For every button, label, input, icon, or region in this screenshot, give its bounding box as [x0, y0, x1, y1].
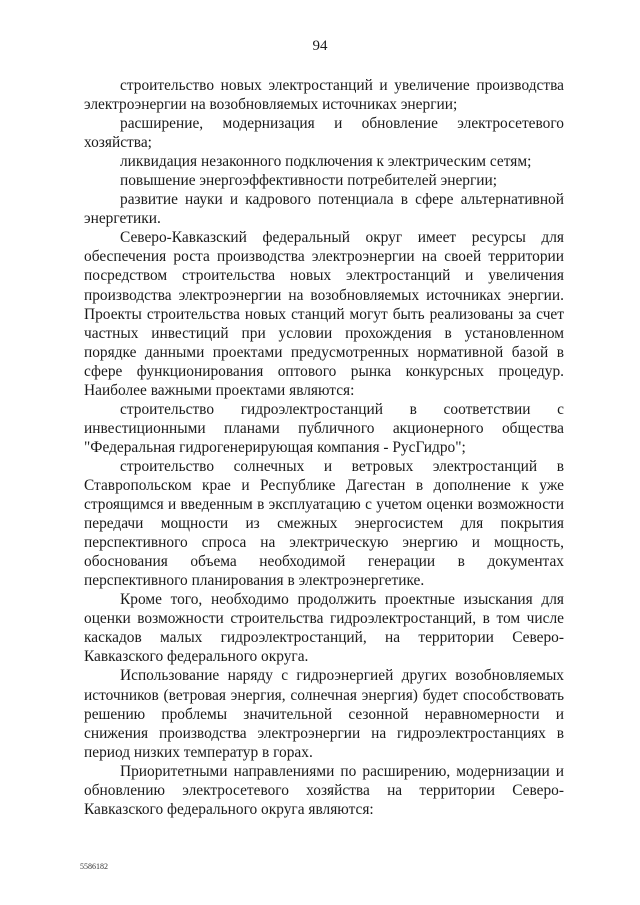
paragraph-grid-priorities: Приоритетными направлениями по расширению, модернизации и обновлению электросетевого хозяйства на территории Северо-Кавказского федерального округа являются: — [84, 762, 564, 818]
paragraph-surveys: Кроме того, необходимо продолжить проектные изыскания для оценки возможности строительства гидроэлектростанций, в том числе каскадов малых гидроэлектростанций, на территории Северо-Кавказского федерального округа. — [84, 591, 564, 666]
paragraph-other-renewables: Использование наряду с гидроэнергией других возобновляемых источников (ветровая энергия, солнечная энергия) будет способствовать решению проблемы значительной сезонной неравномерности и снижения производства электроэнергии на гидроэлектростанциях в период низких температур в горах. — [84, 667, 564, 761]
paragraph-energy-efficiency: повышение энергоэффективности потребителей энергии; — [120, 172, 498, 190]
paragraph-solar-wind-construction: строительство солнечных и ветровых электростанций в Ставропольском крае и Республике Дагестан в дополнение к уже строящимся и введенным в эксплуатацию с учетом оценки возможности передачи мощности из смежных энергосистем для покрытия перспективного спроса на электрическую энергию и мощность, обоснования объема необходимой генерации в документах перспективного планирования в электроэнергетике. — [84, 457, 564, 590]
paragraph-district-resources: Северо-Кавказский федеральный округ имеет ресурсы для обеспечения роста производства электроэнергии на своей территории посредством строительства новых электростанций и увеличения производства электроэнергии на возобновляемых источниках энергии. Проекты строительства новых станций могут быть реализованы за счет частных инвестиций при условии прохождения в установленном порядке данными проектами предусмотренных нормативной базой в сфере функционирования оптового рынка конкурсных процедур. Наиболее важными проектами являются: — [84, 229, 564, 399]
document-id: 5586182 — [80, 862, 108, 871]
paragraph-illegal-connection: ликвидация незаконного подключения к электрическим сетям; — [120, 153, 532, 171]
paragraph-renewable-construction: строительство новых электростанций и увеличение производства электроэнергии на возобновляемых источниках энергии; — [84, 77, 564, 114]
paragraph-science-development: развитие науки и кадрового потенциала в сфере альтернативной энергетики. — [84, 191, 564, 228]
page-number: 94 — [312, 38, 328, 54]
paragraph-grid-expansion: расширение, модернизация и обновление электросетевого хозяйства; — [84, 115, 564, 152]
paragraph-hydro-construction: строительство гидроэлектростанций в соответствии с инвестиционными планами публичного акционерного общества "Федеральная гидрогенерирующая компания - РусГидро"; — [84, 400, 564, 456]
body-text — [84, 76, 564, 819]
